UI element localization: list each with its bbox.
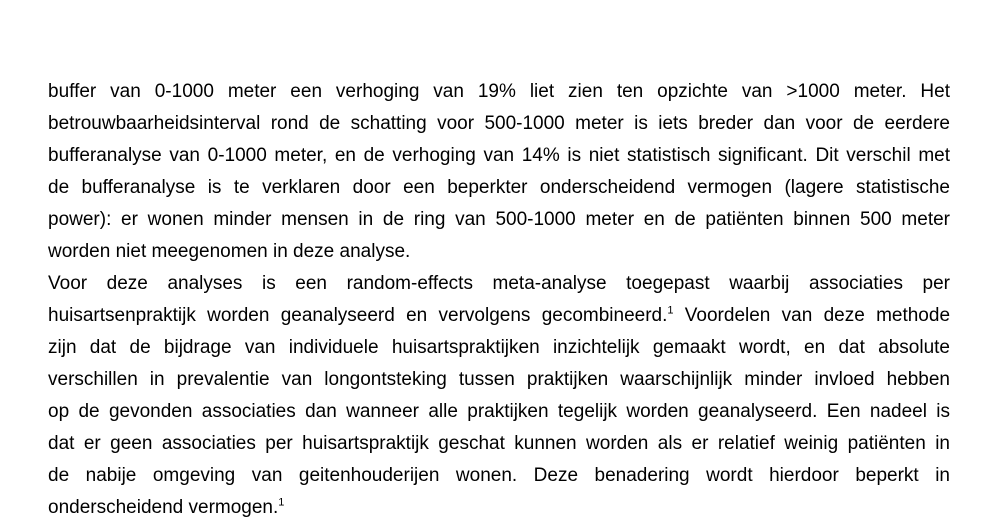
document-body	[48, 76, 950, 524]
paragraph-buffer-analysis	[48, 76, 950, 268]
text-line: dat er geen associaties per huisartspraktijk geschat kunnen worden als er relatief weinig patiënten in	[48, 433, 950, 454]
text-line: worden niet meegenomen in deze analyse.	[48, 241, 411, 262]
footnote-reference: 1	[667, 304, 674, 317]
text-line: bufferanalyse van 0-1000 meter, en de verhoging van 14% is niet statistisch significant. Dit verschil met	[48, 145, 950, 166]
text-line: power): er wonen minder mensen in de ring van 500-1000 meter en de patiënten binnen 500 meter	[48, 209, 950, 230]
paragraph-meta-analysis	[48, 268, 950, 524]
text-line: de bufferanalyse is te verklaren door een beperkter onderscheidend vermogen (lagere statistische	[48, 177, 950, 198]
text-segment: huisartsenpraktijk worden geanalyseerd en vervolgens gecombineerd.	[48, 305, 668, 326]
text-line: buffer van 0-1000 meter een verhoging van 19% liet zien ten opzichte van >1000 meter. Het	[48, 81, 950, 102]
text-line: de nabije omgeving van geitenhouderijen wonen. Deze benadering wordt hierdoor beperkt in	[48, 465, 950, 486]
text-line	[48, 492, 950, 524]
text-line	[48, 300, 950, 332]
text-line: Voor deze analyses is een random-effects meta-analyse toegepast waarbij associaties per	[48, 273, 950, 294]
text-segment: onderscheidend vermogen.	[48, 497, 279, 518]
text-line: betrouwbaarheidsinterval rond de schatting voor 500-1000 meter is iets breder dan voor de eerdere	[48, 113, 950, 134]
text-line: verschillen in prevalentie van longontsteking tussen praktijken waarschijnlijk minder invloed hebben	[48, 369, 950, 390]
footnote-reference: 1	[278, 496, 285, 509]
text-segment: Voordelen van deze methode	[673, 305, 951, 326]
text-line: zijn dat de bijdrage van individuele huisartspraktijken inzichtelijk gemaakt wordt, en dat absolute	[48, 337, 950, 358]
text-line: op de gevonden associaties dan wanneer alle praktijken tegelijk worden geanalyseerd. Een nadeel is	[48, 401, 950, 422]
